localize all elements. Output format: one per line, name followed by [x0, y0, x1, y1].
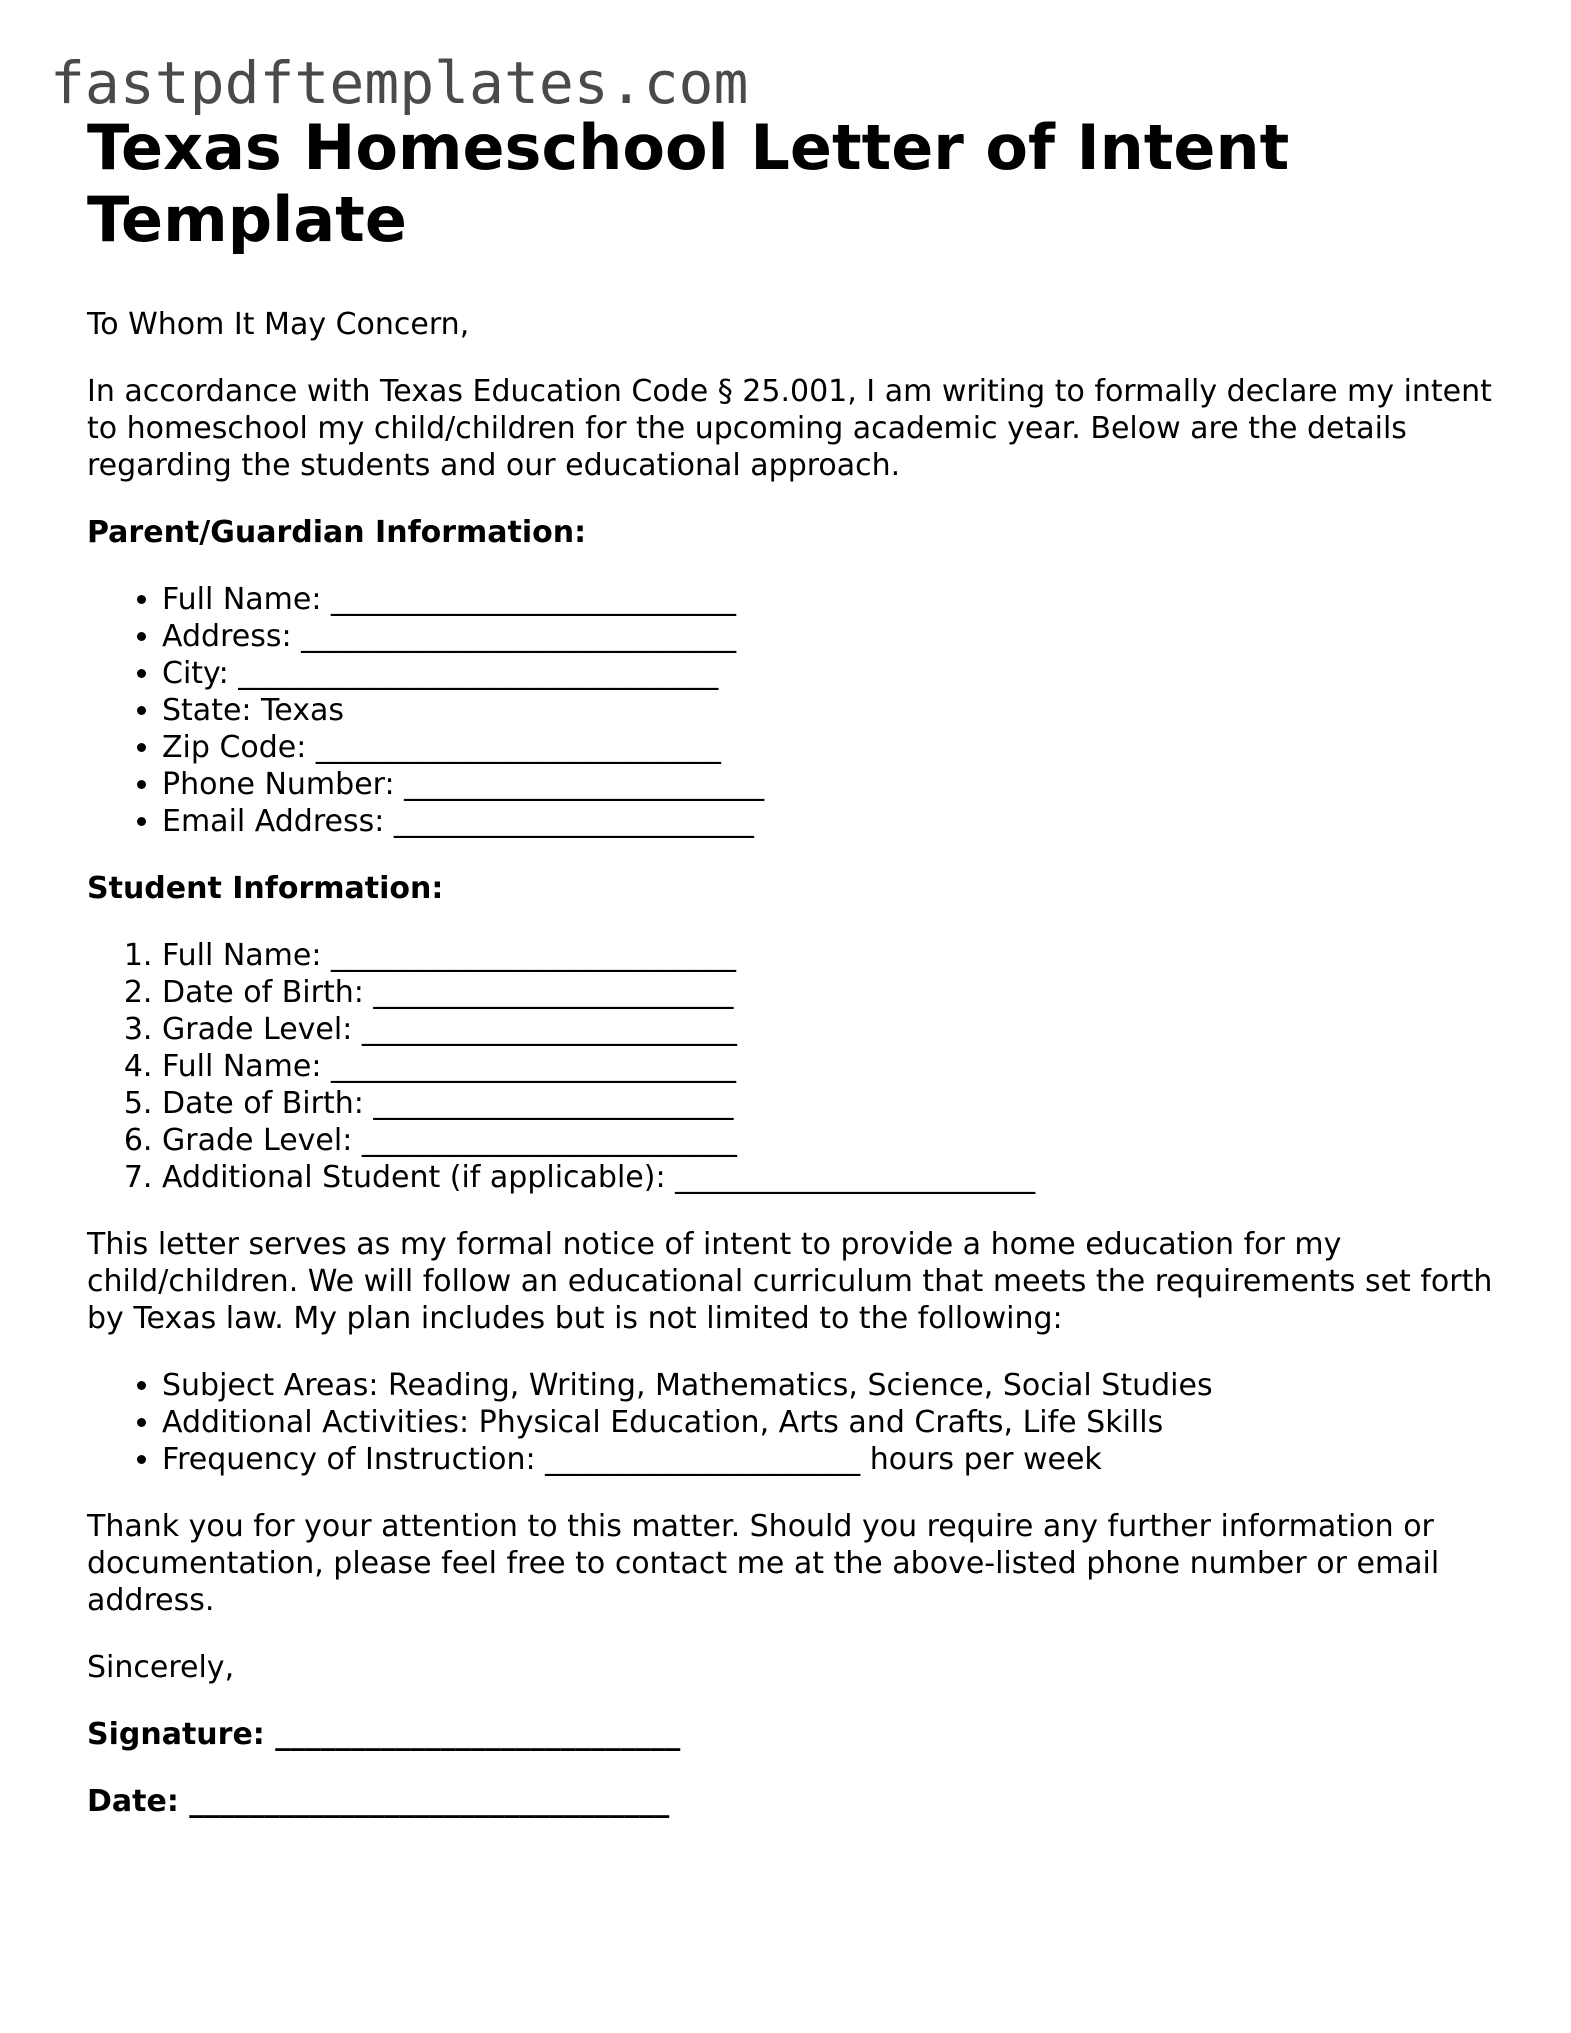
list-item: • Additional Activities: Physical Education, Arts and Crafts, Life Skills [162, 1404, 1507, 1441]
sign-off: Sincerely, [87, 1650, 235, 1685]
list-item: • Zip Code: ___________________________ [162, 729, 1507, 766]
list-item: • City: ________________________________ [162, 655, 1507, 692]
date-line [87, 1783, 1507, 1820]
list-item: • Phone Number: ________________________ [162, 766, 1507, 803]
notice-paragraph: This letter serves as my formal notice of intent to provide a home education for my child/children. We will follow an educational curriculum that meets the requirements set forth by Texas law. My plan includes but is not limited to the following: [87, 1227, 1493, 1336]
list-item: 7. Additional Student (if applicable): ________________________ [162, 1159, 1507, 1196]
signature-line [87, 1716, 1507, 1753]
salutation: To Whom It May Concern, [87, 307, 470, 342]
list-item: 5. Date of Birth: ________________________ [162, 1085, 1507, 1122]
parent-section-heading: Parent/Guardian Information: [87, 515, 587, 550]
page-title: Texas Homeschool Letter of Intent Template [87, 111, 1290, 256]
list-item: • State: Texas [162, 692, 1507, 729]
list-item: 4. Full Name: ___________________________ [162, 1048, 1507, 1085]
list-item: • Email Address: ________________________ [162, 803, 1507, 840]
intro-paragraph: In accordance with Texas Education Code § 25.001, I am writing to formally declare my intent to homeschool my child/children for the upcoming academic year. Below are the details regarding the students and our educational approach. [87, 374, 1492, 483]
signature-blank: ___________________________ [275, 1717, 681, 1752]
student-info-list [87, 937, 1507, 1196]
student-section-heading: Student Information: [87, 871, 444, 906]
watermark-text: fastpdftemplates.com [50, 49, 749, 117]
list-item: 2. Date of Birth: ________________________ [162, 974, 1507, 1011]
list-item: • Full Name: ___________________________ [162, 581, 1507, 618]
list-item: 1. Full Name: ___________________________ [162, 937, 1507, 974]
list-item: 3. Grade Level: _________________________ [162, 1011, 1507, 1048]
letter-page [87, 112, 1507, 1820]
signature-label: Signature: [87, 1717, 265, 1752]
parent-info-list [87, 581, 1507, 840]
date-blank: ________________________________ [189, 1784, 670, 1819]
list-item: 6. Grade Level: _________________________ [162, 1122, 1507, 1159]
list-item: • Subject Areas: Reading, Writing, Mathematics, Science, Social Studies [162, 1367, 1507, 1404]
plan-list [87, 1367, 1507, 1478]
date-label: Date: [87, 1784, 179, 1819]
list-item: • Frequency of Instruction: _____________________ hours per week [162, 1441, 1507, 1478]
list-item: • Address: _____________________________ [162, 618, 1507, 655]
closing-paragraph: Thank you for your attention to this matter. Should you require any further information or documentation, please feel free to contact me at the above-listed phone number or email address. [87, 1509, 1440, 1618]
